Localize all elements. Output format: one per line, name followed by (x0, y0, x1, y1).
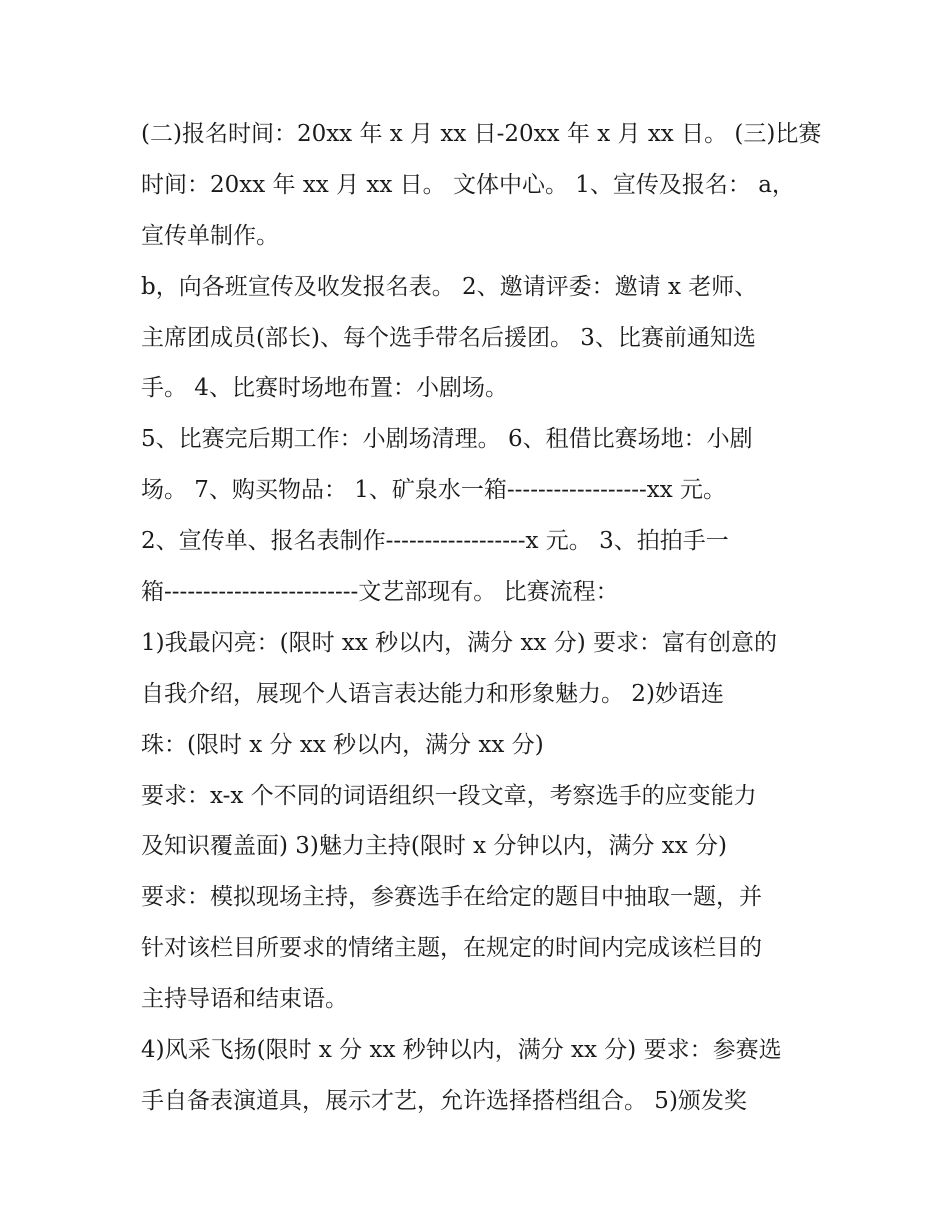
text-line: 4)风采飞扬(限时 x 分 xx 秒钟以内，满分 xx 分) 要求：参赛选 (141, 1037, 782, 1064)
text-line: 主席团成员(部长)、每个选手带名后援团。 3、比赛前通知选 (141, 324, 756, 351)
text-line: 自我介绍，展现个人语言表达能力和形象魅力。 2)妙语连 (141, 680, 724, 707)
text-line: 针对该栏目所要求的情绪主题，在规定的时间内完成该栏目的 (141, 935, 762, 962)
text-line: 宣传单制作。 (141, 222, 279, 249)
text-line: b，向各班宣传及收发报名表。 2、邀请评委：邀请 x 老师、 (141, 273, 758, 300)
text-line: 1)我最闪亮：(限时 xx 秒以内，满分 xx 分) 要求：富有创意的 (141, 629, 777, 656)
document-body (141, 109, 821, 1127)
text-line: 2、宣传单、报名表制作------------------x 元。 3、拍拍手一 (141, 528, 729, 555)
text-line: 箱-------------------------文艺部现有。 比赛流程： (141, 579, 619, 606)
text-line: 场。 7、购买物品： 1、矿泉水一箱------------------xx 元。 (141, 477, 727, 504)
text-line: 要求：模拟现场主持，参赛选手在给定的题目中抽取一题，并 (141, 884, 762, 911)
text-line: 5、比赛完后期工作：小剧场清理。 6、租借比赛场地：小剧 (141, 426, 753, 453)
text-line: 手。 4、比赛时场地布置：小剧场。 (141, 375, 508, 402)
text-line: 要求：x-x 个不同的词语组织一段文章，考察选手的应变能力 (141, 782, 757, 809)
text-line: (二)报名时间：20xx 年 x 月 xx 日-20xx 年 x 月 xx 日。 (三)比赛 (141, 121, 821, 147)
text-line: 手自备表演道具，展示才艺，允许选择搭档组合。 5)颁发奖 (141, 1087, 747, 1114)
text-line: 主持导语和结束语。 (141, 986, 348, 1013)
text-line: 珠：(限时 x 分 xx 秒以内，满分 xx 分) (141, 731, 544, 758)
text-line: 时间：20xx 年 xx 月 xx 日。 文体中心。 1、宣传及报名： a， (141, 171, 795, 198)
text-line: 及知识覆盖面) 3)魅力主持(限时 x 分钟以内，满分 xx 分) (141, 833, 727, 860)
